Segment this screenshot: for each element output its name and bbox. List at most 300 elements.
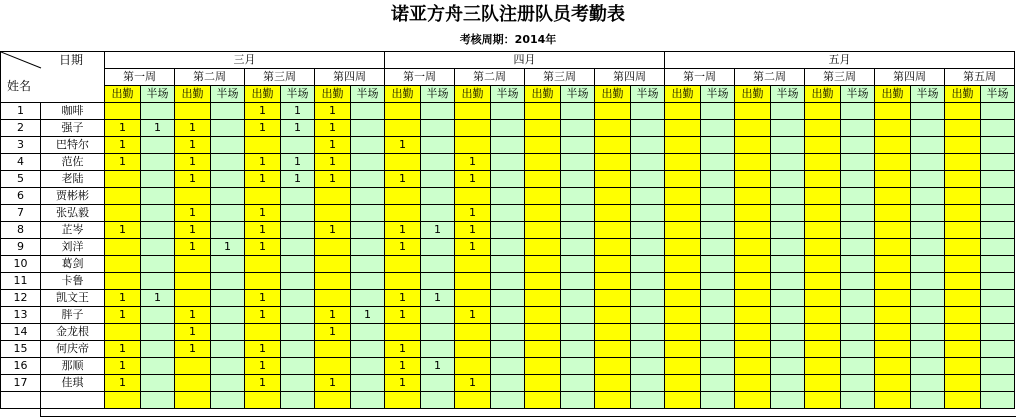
attend-cell: 1 [455,205,491,222]
attend-cell [875,375,911,392]
half-cell [911,137,945,154]
table-row [1,137,1015,154]
attend-cell [805,205,841,222]
attend-cell [595,171,631,188]
table-row [1,307,1015,324]
half-cell [421,137,455,154]
attend-header: 出勤 [105,86,141,103]
half-cell [421,273,455,290]
attend-header: 出勤 [595,86,631,103]
half-cell [561,341,595,358]
table-row [1,205,1015,222]
empty-cell [701,392,735,409]
player-name: 那顺 [41,358,105,375]
half-cell [631,256,665,273]
half-cell [841,171,875,188]
attend-cell: 1 [175,324,211,341]
attend-cell: 1 [175,205,211,222]
attend-cell: 1 [105,358,141,375]
half-cell [911,341,945,358]
half-header: 半场 [281,86,315,103]
half-cell [771,324,805,341]
half-cell [281,222,315,239]
player-name: 卡鲁 [41,273,105,290]
attend-cell [805,154,841,171]
half-cell [771,154,805,171]
half-cell [911,120,945,137]
attend-cell [385,103,421,120]
empty-cell [245,392,281,409]
half-cell [701,171,735,188]
half-cell [561,137,595,154]
attend-cell [175,103,211,120]
attend-cell [245,273,281,290]
row-number: 9 [1,239,41,256]
half-cell [841,103,875,120]
attend-cell: 1 [245,103,281,120]
half-cell [351,256,385,273]
attend-cell [105,273,141,290]
half-cell [981,222,1015,239]
attend-cell [875,307,911,324]
half-header: 半场 [421,86,455,103]
row-number: 15 [1,341,41,358]
attend-cell: 1 [315,137,351,154]
attend-cell [665,341,701,358]
row-number: 13 [1,307,41,324]
attend-cell [525,256,561,273]
attend-cell [735,137,771,154]
empty-cell [841,392,875,409]
half-cell [351,154,385,171]
half-header: 半场 [631,86,665,103]
empty-cell [491,392,525,409]
attend-cell [665,103,701,120]
half-cell [351,358,385,375]
attend-cell [735,205,771,222]
attend-cell: 1 [385,358,421,375]
attend-cell [665,154,701,171]
type-header-row [1,86,1015,103]
half-cell: 1 [211,239,245,256]
half-cell [701,290,735,307]
attend-cell [385,188,421,205]
attend-cell [805,222,841,239]
attend-header: 出勤 [665,86,701,103]
row-number: 10 [1,256,41,273]
half-cell: 1 [421,290,455,307]
half-cell: 1 [281,103,315,120]
half-cell [211,307,245,324]
half-cell [421,307,455,324]
half-cell [421,324,455,341]
attend-cell [385,120,421,137]
empty-cell [41,392,105,409]
empty-cell [1,392,41,409]
week-header-row [1,69,1015,86]
half-cell [911,273,945,290]
half-cell [351,239,385,256]
attend-cell [735,290,771,307]
attend-cell [875,222,911,239]
half-cell [981,307,1015,324]
attend-cell: 1 [245,205,281,222]
half-header: 半场 [211,86,245,103]
half-cell [631,290,665,307]
half-cell [351,103,385,120]
row-number: 3 [1,137,41,154]
half-header: 半场 [351,86,385,103]
attend-cell [595,205,631,222]
attend-cell [945,307,981,324]
month-header: 四月 [385,52,665,69]
half-cell [701,154,735,171]
half-cell [701,222,735,239]
half-cell [351,375,385,392]
player-name: 强子 [41,120,105,137]
month-header-row [1,52,1015,69]
attend-cell [735,273,771,290]
empty-cell [211,392,245,409]
half-cell [701,341,735,358]
half-cell [911,205,945,222]
half-cell [211,205,245,222]
attend-cell: 1 [105,375,141,392]
attend-cell [735,222,771,239]
month-header: 五月 [665,52,1015,69]
half-cell [771,256,805,273]
attend-cell: 1 [315,324,351,341]
attend-cell [315,290,351,307]
half-cell [561,205,595,222]
week-header: 第三周 [805,69,875,86]
attend-cell: 1 [245,222,281,239]
half-cell [491,222,525,239]
attend-cell [945,324,981,341]
table-row [1,188,1015,205]
attend-cell [245,188,281,205]
attend-cell [595,239,631,256]
attend-cell: 1 [175,341,211,358]
half-cell [491,324,525,341]
half-cell [701,120,735,137]
half-cell [351,120,385,137]
half-cell [701,137,735,154]
half-cell [701,307,735,324]
half-cell [491,239,525,256]
half-cell [211,120,245,137]
half-cell [701,358,735,375]
half-cell [701,188,735,205]
attend-cell [455,256,491,273]
attend-cell [875,137,911,154]
attend-cell [525,120,561,137]
attend-cell [245,137,281,154]
empty-cell [631,392,665,409]
week-header: 第二周 [455,69,525,86]
sheet-title: 诺亚方舟三队注册队员考勤表 [391,4,625,25]
half-cell [631,341,665,358]
attend-cell: 1 [315,171,351,188]
half-cell [841,375,875,392]
attend-header: 出勤 [805,86,841,103]
half-cell [141,137,175,154]
attend-cell [525,188,561,205]
half-cell [841,341,875,358]
attend-cell [805,120,841,137]
week-header: 第二周 [735,69,805,86]
attend-cell [175,375,211,392]
table-row [1,239,1015,256]
attend-cell [805,341,841,358]
attend-cell [875,171,911,188]
half-cell [841,120,875,137]
table-row [1,103,1015,120]
half-cell [841,154,875,171]
attend-cell [875,205,911,222]
attend-cell [595,137,631,154]
attend-cell [945,120,981,137]
player-name: 何庆帝 [41,341,105,358]
half-cell [561,120,595,137]
attend-cell [595,290,631,307]
attend-cell: 1 [455,171,491,188]
half-cell [281,137,315,154]
attend-cell [525,341,561,358]
attend-cell [665,171,701,188]
attend-cell: 1 [385,307,421,324]
half-cell [981,324,1015,341]
half-cell [421,103,455,120]
half-cell [771,358,805,375]
attend-cell: 1 [385,290,421,307]
half-cell [981,137,1015,154]
half-cell [211,188,245,205]
half-cell [421,120,455,137]
half-cell [981,290,1015,307]
attend-cell [315,358,351,375]
attend-cell [385,205,421,222]
half-header: 半场 [981,86,1015,103]
half-cell [491,273,525,290]
attend-cell [665,324,701,341]
attend-cell [105,324,141,341]
half-cell [911,171,945,188]
table-row [1,290,1015,307]
row-number: 16 [1,358,41,375]
half-cell [701,256,735,273]
attend-cell [945,137,981,154]
week-header: 第四周 [595,69,665,86]
half-cell [141,171,175,188]
attend-cell: 1 [385,239,421,256]
attend-cell [105,171,141,188]
half-cell [281,239,315,256]
half-cell [701,273,735,290]
attend-header: 出勤 [875,86,911,103]
half-cell [351,205,385,222]
attend-cell [595,307,631,324]
half-cell [841,324,875,341]
attend-cell [455,103,491,120]
attend-cell [665,188,701,205]
attend-cell [875,188,911,205]
attend-cell [665,137,701,154]
attend-cell [665,239,701,256]
half-cell [141,205,175,222]
half-cell [841,239,875,256]
attend-cell: 1 [315,154,351,171]
attend-cell [665,205,701,222]
half-cell [351,290,385,307]
player-name: 胖子 [41,307,105,324]
attend-cell: 1 [455,239,491,256]
half-cell [561,290,595,307]
half-cell [981,239,1015,256]
half-cell [211,375,245,392]
half-cell [771,222,805,239]
attend-cell: 1 [455,154,491,171]
attend-cell [735,307,771,324]
corner-diagonal [1,52,105,102]
table-row [1,375,1015,392]
attend-cell [805,103,841,120]
half-cell [141,358,175,375]
half-cell [771,171,805,188]
attend-cell [105,239,141,256]
empty-cell [875,392,911,409]
half-cell [981,273,1015,290]
half-cell [211,103,245,120]
attend-cell: 1 [245,171,281,188]
half-cell [491,307,525,324]
player-name: 佳琪 [41,375,105,392]
week-header: 第三周 [525,69,595,86]
attend-header: 出勤 [245,86,281,103]
half-cell: 1 [421,358,455,375]
half-cell [491,358,525,375]
row-number: 1 [1,103,41,120]
month-header: 三月 [105,52,385,69]
half-cell [561,375,595,392]
attend-cell [525,154,561,171]
half-cell [911,324,945,341]
half-cell [561,188,595,205]
attend-cell [735,375,771,392]
attend-cell: 1 [175,222,211,239]
half-cell: 1 [421,222,455,239]
half-cell [631,120,665,137]
attend-cell [105,205,141,222]
half-cell [631,324,665,341]
attend-cell [455,120,491,137]
attend-cell [525,103,561,120]
attend-cell: 1 [385,171,421,188]
half-cell [631,188,665,205]
half-cell [631,154,665,171]
attend-cell [525,307,561,324]
attend-cell [595,188,631,205]
half-cell [841,273,875,290]
empty-row [1,392,1015,409]
attend-cell [455,324,491,341]
header-corner [1,52,105,103]
week-header: 第一周 [665,69,735,86]
attend-cell [385,324,421,341]
half-cell [911,307,945,324]
empty-cell [525,392,561,409]
attend-cell [665,358,701,375]
attend-cell [735,341,771,358]
attend-cell: 1 [315,307,351,324]
half-cell [841,256,875,273]
attend-cell [455,341,491,358]
attend-cell: 1 [105,307,141,324]
half-cell [841,205,875,222]
half-cell [701,205,735,222]
player-name: 巴特尔 [41,137,105,154]
half-cell [281,290,315,307]
empty-cell [315,392,351,409]
attend-cell [525,222,561,239]
half-cell [211,171,245,188]
attend-cell [805,358,841,375]
attend-cell [945,341,981,358]
attend-cell: 1 [315,222,351,239]
row-number: 11 [1,273,41,290]
half-cell [561,307,595,324]
attend-cell [735,256,771,273]
half-cell [491,290,525,307]
week-header: 第四周 [315,69,385,86]
half-cell [911,188,945,205]
half-cell [561,103,595,120]
empty-cell [771,392,805,409]
attend-cell: 1 [105,120,141,137]
attend-cell [595,103,631,120]
half-cell [141,375,175,392]
attend-cell [735,103,771,120]
half-cell [421,154,455,171]
attend-cell: 1 [175,137,211,154]
attend-cell [805,171,841,188]
empty-cell [141,392,175,409]
half-cell [491,103,525,120]
row-number: 8 [1,222,41,239]
attend-cell [455,273,491,290]
half-cell [771,137,805,154]
half-cell [561,256,595,273]
half-cell [281,358,315,375]
attend-cell [525,324,561,341]
table-row [1,120,1015,137]
empty-cell [805,392,841,409]
half-cell [211,154,245,171]
empty-cell [735,392,771,409]
attend-cell [875,103,911,120]
half-cell [491,256,525,273]
attend-cell [105,188,141,205]
attend-cell: 1 [245,239,281,256]
half-cell [281,273,315,290]
attend-cell [805,307,841,324]
attend-cell [875,341,911,358]
row-number: 6 [1,188,41,205]
attend-cell [665,120,701,137]
attend-cell: 1 [105,222,141,239]
half-cell [351,341,385,358]
half-cell [351,188,385,205]
